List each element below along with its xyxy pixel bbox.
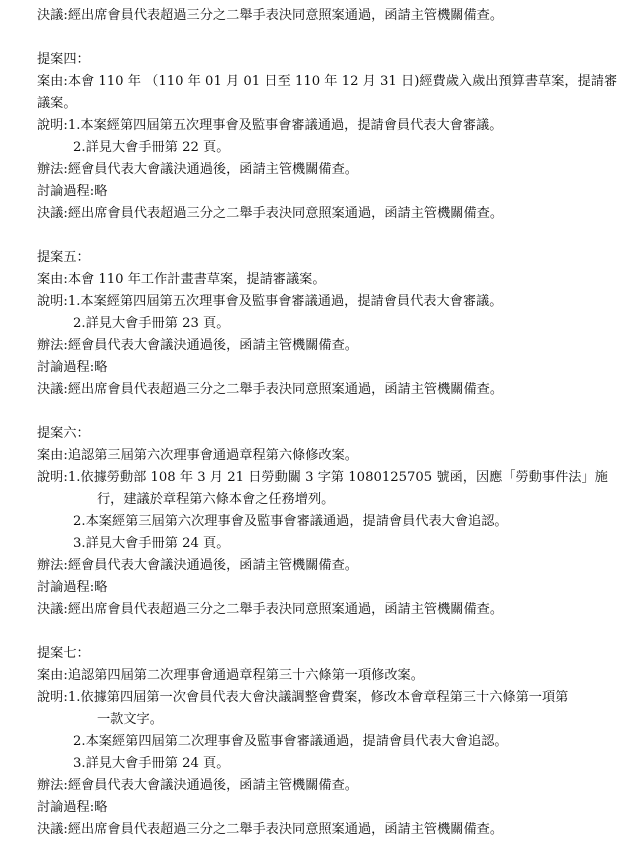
proposal-discussion: 討論過程:略	[37, 800, 108, 815]
proposal-explanation-1: 說明:1.本案經第四屆第五次理事會及監事會審議通過，提請會員代表大會審議。	[37, 118, 503, 133]
proposal-method: 辦法:經會員代表大會議決通過後，函請主管機關備查。	[37, 338, 358, 353]
proposal-title: 提案六：	[37, 426, 90, 441]
spacer	[37, 621, 624, 643]
proposal-method: 辦法:經會員代表大會議決通過後，函請主管機關備查。	[37, 778, 358, 793]
proposal-resolution: 決議:經出席會員代表超過三分之二舉手表決同意照案通過，函請主管機關備查。	[37, 206, 504, 221]
proposal-discussion: 討論過程:略	[37, 580, 108, 595]
proposal-explanation-1: 說明:1.依據勞動部 108 年 3 月 21 日勞動關 3 字第 1080125705 號函，因應「勞動事件法」施	[37, 470, 608, 485]
proposal-explanation-2: 2.詳見大會手冊第 23 頁。	[73, 316, 230, 331]
proposal-case: 案由:追認第四屆第二次理事會通過章程第三十六條第一項修改案。	[37, 668, 424, 683]
proposal-case: 案由:本會 110 年 （110 年 01 月 01 日至 110 年 12 月 31 日)經費歲入歲出預算書草案，提請審	[37, 74, 618, 89]
proposal-discussion: 討論過程:略	[37, 184, 108, 199]
proposal-explanation-2: 2.本案經第四屆第二次理事會及監事會審議通過，提請會員代表大會追認。	[73, 734, 508, 749]
proposal-resolution: 決議:經出席會員代表超過三分之二舉手表決同意照案通過，函請主管機關備查。	[37, 822, 504, 837]
header-resolution: 決議:經出席會員代表超過三分之二舉手表決同意照案通過，函請主管機關備查。	[37, 8, 504, 23]
proposal-title: 提案五：	[37, 250, 90, 265]
proposal-explanation-1: 說明:1.本案經第四屆第五次理事會及監事會審議通過，提請會員代表大會審議。	[37, 294, 503, 309]
proposal-4	[37, 49, 624, 225]
proposal-resolution: 決議:經出席會員代表超過三分之二舉手表決同意照案通過，函請主管機關備查。	[37, 602, 504, 617]
proposal-explanation-3: 3.詳見大會手冊第 24 頁。	[73, 756, 230, 771]
proposal-explanation-2: 2.詳見大會手冊第 22 頁。	[73, 140, 230, 155]
proposal-method: 辦法:經會員代表大會議決通過後，函請主管機關備查。	[37, 558, 358, 573]
proposal-discussion: 討論過程:略	[37, 360, 108, 375]
proposal-case: 案由:本會 110 年工作計畫書草案，提請審議案。	[37, 272, 326, 287]
proposal-7	[37, 643, 624, 841]
proposal-case: 案由:追認第三屆第六次理事會通過章程第六條修改案。	[37, 448, 358, 463]
proposal-explanation-3: 3.詳見大會手冊第 24 頁。	[73, 536, 230, 551]
proposal-case-continued: 議案。	[37, 96, 77, 111]
proposal-explanation-1-continued: 一款文字。	[97, 712, 163, 727]
spacer	[37, 401, 624, 423]
proposal-explanation-2: 2.本案經第三屆第六次理事會及監事會審議通過，提請會員代表大會追認。	[73, 514, 508, 529]
proposal-method: 辦法:經會員代表大會議決通過後，函請主管機關備查。	[37, 162, 358, 177]
proposal-explanation-1-continued: 行，建議於章程第六條本會之任務增列。	[97, 492, 335, 507]
proposal-title: 提案七：	[37, 646, 90, 661]
spacer	[37, 225, 624, 247]
spacer	[37, 27, 624, 49]
proposal-explanation-1: 說明:1.依據第四屆第一次會員代表大會決議調整會費案，修改本會章程第三十六條第一項第	[37, 690, 569, 705]
proposal-6	[37, 423, 624, 621]
proposal-title: 提案四：	[37, 52, 90, 67]
proposal-5	[37, 247, 624, 401]
proposal-resolution: 決議:經出席會員代表超過三分之二舉手表決同意照案通過，函請主管機關備查。	[37, 382, 504, 397]
